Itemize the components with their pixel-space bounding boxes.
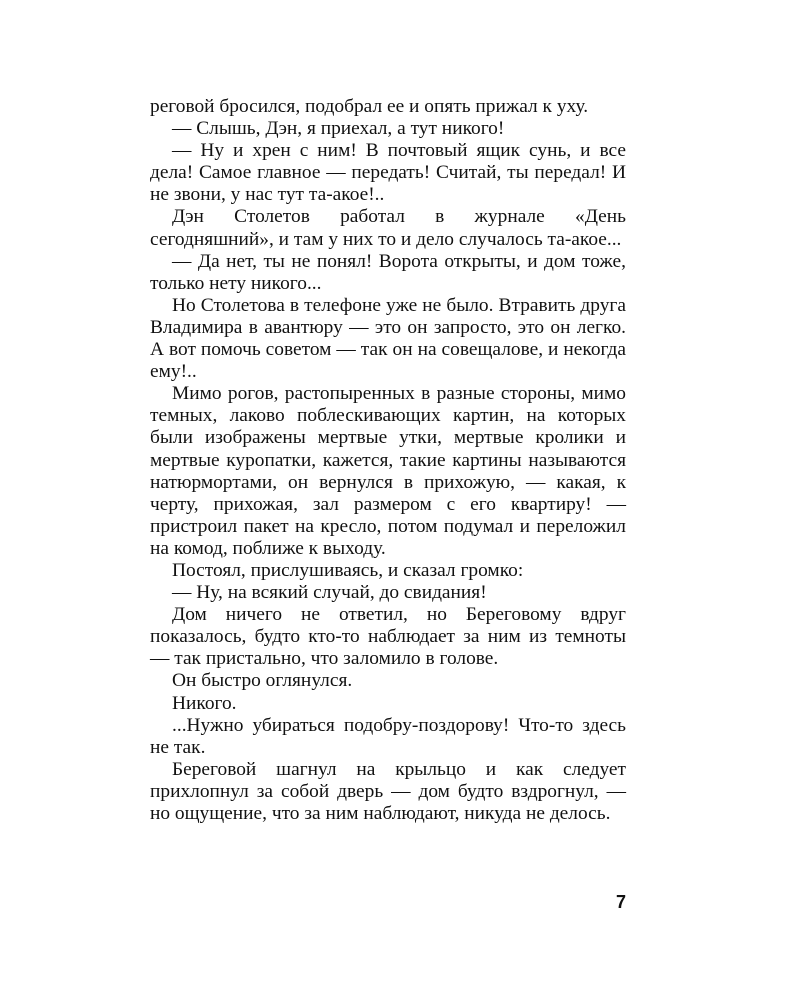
paragraph-10: Дом ничего не ответил, но Береговому вдруг показалось, будто кто-то наблюдает за ним из темноты — так пристально, что заломило в голове. xyxy=(150,604,626,670)
paragraph-1: реговой бросился, подобрал ее и опять прижал к уху. xyxy=(150,96,589,117)
paragraph-3: — Ну и хрен с ним! В почтовый ящик сунь, и все дела! Самое главное — передать! Считай, ты передал! И не звони, у нас тут та-акое!.. xyxy=(150,140,626,206)
paragraph-7: Мимо рогов, растопыренных в разные стороны, мимо темных, лаково поблескивающих картин, на которых были изображены мертвые утки, мертвые кролики и мертвые куропатки, кажется, такие картины называются натюрмортами, он вернулся в прихожую, — какая, к черту, прихожая, зал размером с его квартиру! — пристроил пакет на кресло, потом подумал и переложил на комод, поближе к выходу. xyxy=(150,383,626,559)
paragraph-8: Постоял, прислушиваясь, и сказал громко: xyxy=(172,559,524,581)
paragraph-2: — Слышь, Дэн, я приехал, а тут никого! xyxy=(172,118,505,140)
paragraph-12: Никого. xyxy=(172,692,237,714)
paragraph-13: ...Нужно убираться подобру-поздорову! Что-то здесь не так. xyxy=(150,714,626,758)
book-page-text xyxy=(150,96,626,825)
paragraph-9: — Ну, на всякий случай, до свидания! xyxy=(172,582,487,604)
paragraph-5: — Да нет, ты не понял! Ворота открыты, и дом тоже, только нету никого... xyxy=(150,250,626,294)
paragraph-4: Дэн Столетов работал в журнале «День сегодняшний», и там у них то и дело случалось та-акое... xyxy=(150,206,626,250)
paragraph-11: Он быстро оглянулся. xyxy=(172,670,353,692)
paragraph-6: Но Столетова в телефоне уже не было. Втравить друга Владимира в авантюру — это он запросто, это он легко. А вот помочь советом — так он на совещалове, и некогда ему!.. xyxy=(150,294,626,383)
paragraph-14: Береговой шагнул на крыльцо и как следует прихлопнул за собой дверь — дом будто вздрогнул, — но ощущение, что за ним наблюдают, никуда не делось. xyxy=(150,758,626,824)
page-number: 7 xyxy=(615,892,626,912)
